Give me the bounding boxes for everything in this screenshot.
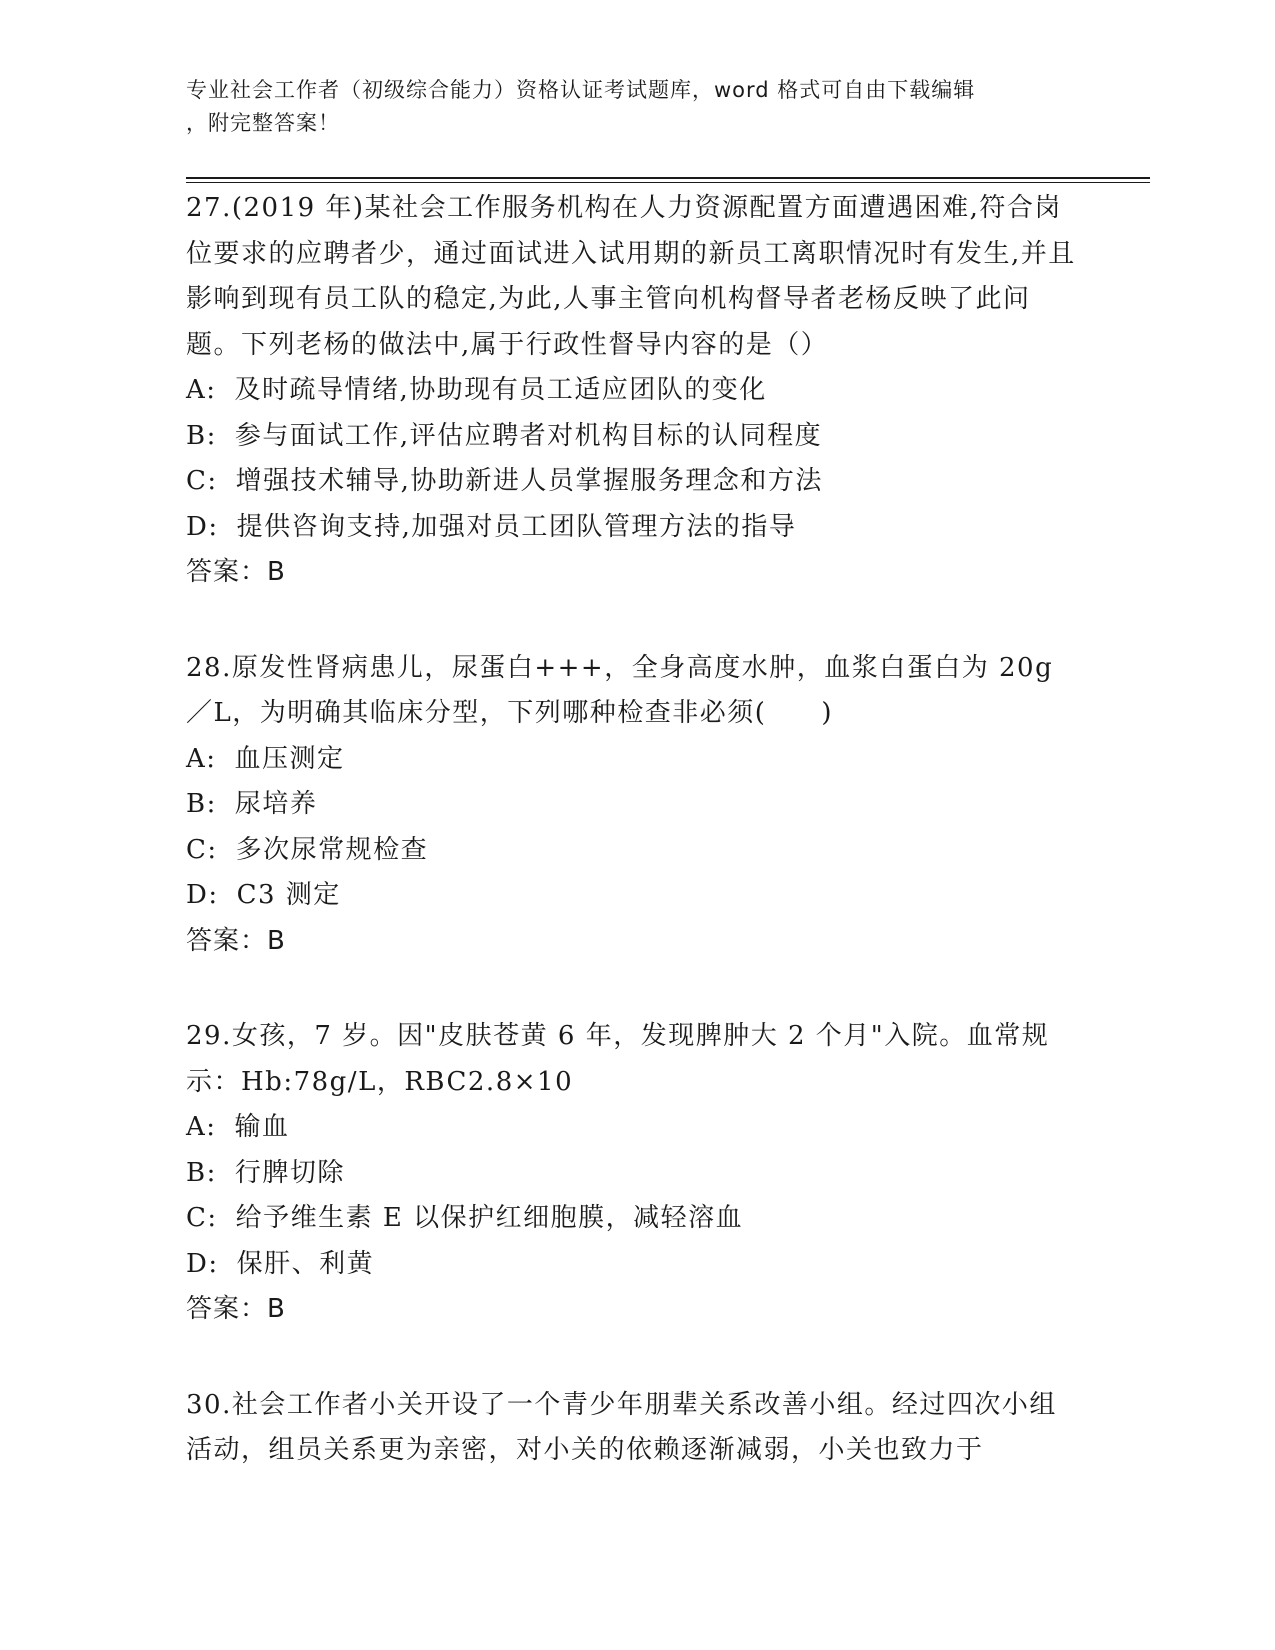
question-number: 28. [186, 652, 232, 683]
answer-label: 答案： [186, 557, 268, 587]
option-text: C3 测定 [236, 880, 341, 910]
question-number: 29. [186, 1021, 232, 1051]
question-text: 社会工作者小关开设了一个青少年朋辈关系改善小组。经过四次小组活动，组员关系更为亲密，对小关的依赖逐渐减弱，小关也致力于 [186, 1389, 1057, 1465]
answer-value: B [267, 1294, 286, 1324]
option-letter: D: [186, 511, 219, 542]
option-letter: A: [186, 743, 217, 774]
question-30 [186, 1383, 1076, 1474]
question-27-option-a [186, 368, 1076, 414]
option-letter: B: [186, 420, 217, 451]
option-letter: B: [186, 1157, 217, 1188]
option-letter: D: [186, 880, 219, 910]
option-letter: C: [186, 1203, 218, 1233]
option-text: 血压测定 [234, 743, 345, 774]
question-29-option-c [186, 1196, 1076, 1242]
option-text: 保肝、利黄 [236, 1248, 375, 1279]
option-text: 行脾切除 [234, 1157, 345, 1188]
option-text: 多次尿常规检查 [235, 834, 429, 865]
question-29-option-b [186, 1151, 1076, 1197]
header-title-line-1: 专业社会工作者（初级综合能力）资格认证考试题库，word 格式可自由下载编辑 [186, 78, 976, 102]
option-text: 给予维生素 E 以保护红细胞膜，减轻溶血 [235, 1203, 744, 1233]
question-text: 原发性肾病患儿，尿蛋白+++，全身高度水肿，血浆白蛋白为 20g／L，为明确其临床分型，下列哪种检查非必须( ) [186, 652, 1054, 728]
option-text: 增强技术辅导,协助新进人员掌握服务理念和方法 [235, 466, 823, 496]
header-title-line-2: ，附完整答案！ [186, 111, 340, 135]
question-list [186, 186, 1076, 1524]
header-rule-thick [186, 177, 1150, 179]
option-text: 提供咨询支持,加强对员工团队管理方法的指导 [236, 511, 797, 542]
question-text: 女孩，7 岁。因"皮肤苍黄 6 年，发现脾肿大 2 个月"入院。血常规示：Hb:78g/L，RBC2.8×10 [186, 1021, 1050, 1097]
option-letter: D: [186, 1248, 219, 1279]
option-text: 尿培养 [234, 789, 318, 819]
question-27-option-d [186, 505, 1076, 551]
question-28-option-c [186, 828, 1076, 874]
question-29-answer [186, 1287, 1076, 1333]
question-text: (2019 年)某社会工作服务机构在人力资源配置方面遭遇困难,符合岗位要求的应聘者少，通过面试进入试用期的新员工离职情况时有发生,并且影响到现有员工队的稳定,为此,人事主管向机构督导者老杨反映了此问题。下列老杨的做法中,属于行政性督导内容的是（） [186, 193, 1076, 360]
question-27-answer [186, 550, 1076, 596]
header-rule-thin [186, 182, 1150, 183]
question-28 [186, 646, 1076, 965]
answer-value: B [267, 557, 286, 587]
answer-label: 答案： [186, 1294, 268, 1324]
question-27 [186, 186, 1076, 596]
option-text: 参与面试工作,评估应聘者对机构目标的认同程度 [234, 420, 823, 451]
question-28-answer [186, 919, 1076, 965]
question-29-option-a [186, 1105, 1076, 1151]
answer-label: 答案： [186, 925, 268, 956]
option-letter: A: [186, 375, 217, 405]
option-letter: B: [186, 789, 217, 819]
option-text: 输血 [234, 1112, 290, 1142]
question-27-stem [186, 186, 1076, 368]
question-number: 27. [186, 193, 232, 223]
question-30-stem [186, 1383, 1076, 1474]
question-29 [186, 1014, 1076, 1333]
question-28-option-d [186, 873, 1076, 919]
question-28-stem [186, 646, 1076, 737]
option-letter: C: [186, 466, 218, 496]
document-header [186, 74, 1066, 140]
answer-value: B [267, 925, 286, 956]
question-29-stem [186, 1014, 1076, 1105]
question-27-option-c [186, 459, 1076, 505]
option-text: 及时疏导情绪,协助现有员工适应团队的变化 [234, 375, 767, 405]
question-29-option-d [186, 1242, 1076, 1288]
option-letter: C: [186, 834, 218, 865]
question-28-option-a [186, 737, 1076, 783]
option-letter: A: [186, 1112, 217, 1142]
question-28-option-b [186, 782, 1076, 828]
question-number: 30. [186, 1389, 232, 1420]
question-27-option-b [186, 414, 1076, 460]
